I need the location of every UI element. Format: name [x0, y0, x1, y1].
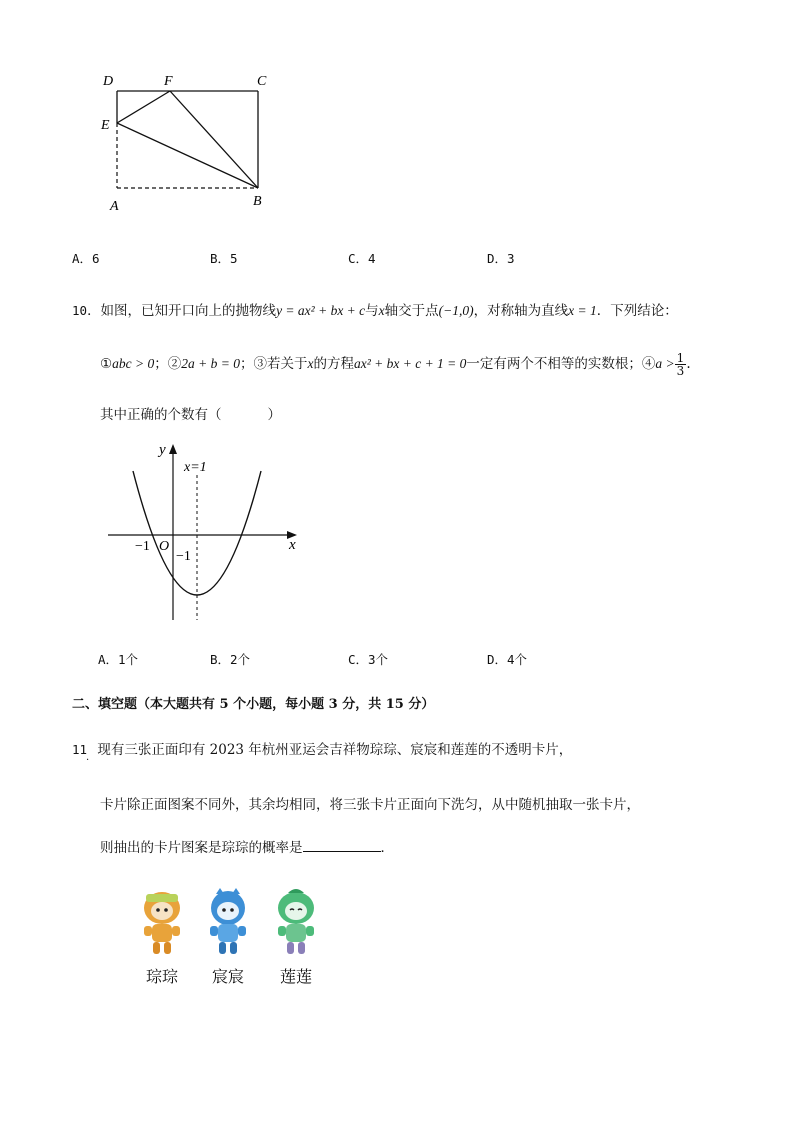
q9-geometry-figure — [95, 65, 285, 220]
q10-c2-expr: 2a + b = 0 — [181, 356, 240, 371]
mascot-cong — [130, 888, 194, 988]
q9-option-d[interactable]: D．3 — [487, 251, 515, 266]
q10-stem-point: (−1,0) — [438, 303, 474, 318]
q11-line3-end: ． — [380, 840, 394, 856]
q10-c1-label: ① — [100, 356, 113, 372]
q10-c1-expr: abc > 0 — [112, 356, 155, 371]
graph-axis-label: x=1 — [184, 460, 207, 475]
label-C: C — [257, 74, 267, 89]
label-B: B — [253, 194, 262, 209]
q10-stem-prefix: ．如图，已知开口向上的抛物线 — [87, 303, 277, 319]
q10-c4-den: 3 — [676, 364, 685, 378]
q9-option-b[interactable]: B．5 — [210, 251, 238, 266]
q10-stem-eq: y = ax² + bx + c — [276, 303, 366, 318]
q11-line1 — [72, 738, 572, 758]
label-A: A — [110, 199, 119, 214]
q10-parabola-graph — [100, 435, 310, 625]
q11-line3-text: 则抽出的卡片图案是琮琮的概率是 — [100, 840, 303, 856]
q10-option-a[interactable]: A．1个 — [98, 652, 139, 667]
q10-option-b[interactable]: B．2个 — [210, 652, 251, 667]
q10-stem — [72, 299, 678, 319]
q10-c3-expr: ax² + bx + c + 1 = 0 — [353, 356, 467, 371]
q10-stem-axis: x = 1 — [568, 303, 597, 318]
q10-option-c[interactable]: C．3个 — [348, 652, 389, 667]
graph-neg1-y: −1 — [176, 549, 191, 564]
mascot-chen-image — [196, 888, 260, 958]
mascot-chen-name: 宸宸 — [211, 967, 244, 986]
q10-c3-end: 一定有两个不相等的实数根；④ — [466, 356, 656, 372]
q10-c3-mid: 的方程 — [313, 356, 354, 372]
label-F: F — [164, 74, 173, 89]
q10-c4-num: 1 — [676, 351, 685, 365]
mascot-lian-name: 莲莲 — [279, 967, 312, 986]
q10-ask-text: 其中正确的个数有（ — [100, 407, 222, 423]
q11-line2: 卡片除正面图案不同外，其余均相同，将三张卡片正面向下洗匀，从中随机抽取一张卡片， — [100, 797, 640, 813]
q11-answer-blank[interactable] — [303, 839, 381, 852]
q10-sep1: ； — [154, 356, 168, 372]
label-D: D — [103, 74, 114, 89]
q9-option-a[interactable]: A．6 — [72, 251, 100, 266]
q11-line1-text: 现有三张正面印有 2023 年杭州亚运会吉祥物琮琮、宸宸和莲莲的不透明卡片， — [97, 742, 573, 758]
mascot-lian-image — [264, 888, 328, 958]
label-E: E — [101, 118, 110, 133]
q10-option-d[interactable]: D．4个 — [487, 652, 528, 667]
q10-stem-mid3: ，对称轴为直线 — [473, 303, 569, 319]
graph-neg1-x: −1 — [135, 539, 150, 554]
q10-c3-text: ③若关于 — [253, 356, 308, 372]
q10-c2-label: ② — [167, 356, 182, 372]
q10-stem-end: ．下列结论： — [596, 303, 678, 319]
q10-c4-end: . — [686, 356, 691, 372]
q10-conclusions — [100, 352, 691, 377]
q10-c4-fraction — [675, 352, 687, 377]
q10-stem-x: x — [378, 303, 385, 318]
mascot-lian — [264, 888, 328, 988]
mascot-cong-name: 琮琮 — [145, 967, 178, 986]
q9-option-c[interactable]: C．4 — [348, 251, 376, 266]
q11-number: 11 — [72, 742, 88, 757]
q11-dot: . — [86, 752, 90, 763]
graph-origin: O — [159, 539, 170, 554]
section-2-title: 二、填空题（本大题共有 5 个小题，每小题 3 分，共 15 分） — [72, 697, 435, 712]
q10-stem-mid2: 轴交于点 — [384, 303, 439, 319]
graph-x-label: x — [289, 537, 296, 553]
q10-ask-end: ） — [267, 407, 281, 423]
q10-ask — [100, 403, 281, 423]
mascot-chen — [196, 888, 260, 988]
graph-y-label: y — [159, 442, 166, 458]
q10-c4-expr: a > — [655, 356, 675, 371]
q10-sep2: ； — [239, 356, 254, 372]
q11-line3 — [100, 836, 394, 856]
mascot-cong-image — [130, 888, 194, 958]
q10-c3-x: x — [307, 356, 314, 371]
q10-number: 10 — [72, 303, 88, 318]
q10-stem-mid: 与 — [365, 303, 379, 319]
